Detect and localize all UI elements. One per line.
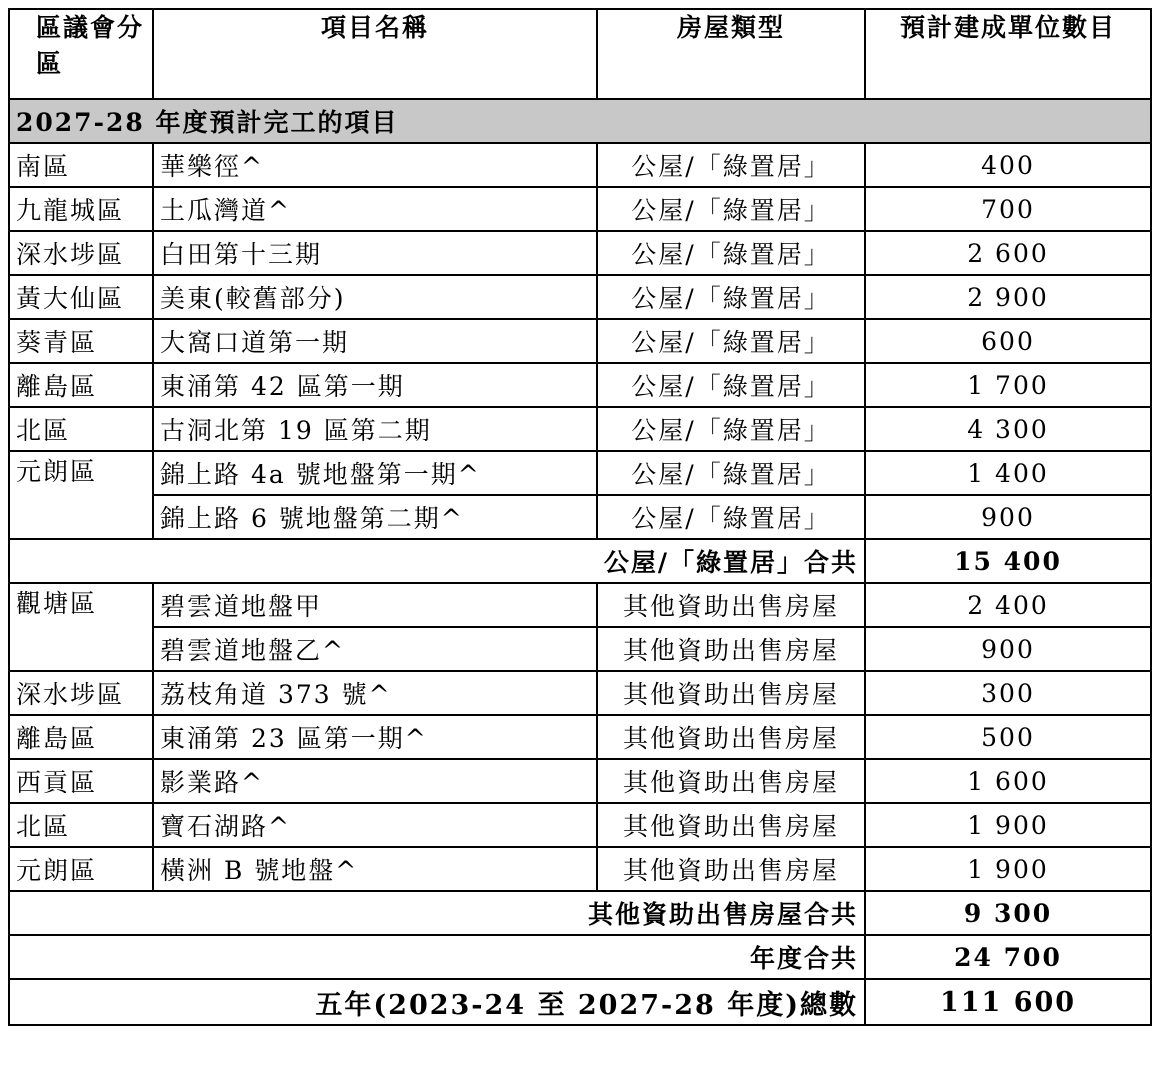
project-cell: 影業路^ [153,759,597,803]
table-row [9,715,1151,759]
project-cell: 錦上路 4a 號地盤第一期^ [153,451,597,495]
project-cell: 東涌第 23 區第一期^ [153,715,597,759]
table-row [9,231,1151,275]
district-cell: 離島區 [9,715,153,759]
units-cell: 2 900 [865,275,1151,319]
header-row [9,9,1151,99]
year-total-row [9,935,1151,979]
units-cell: 500 [865,715,1151,759]
header-units: 預計建成單位數目 [865,9,1151,99]
type-cell: 公屋/「綠置居」 [597,231,865,275]
header-type: 房屋類型 [597,9,865,99]
units-cell: 700 [865,187,1151,231]
type-cell: 其他資助出售房屋 [597,627,865,671]
units-cell: 1 700 [865,363,1151,407]
district-cell: 黃大仙區 [9,275,153,319]
units-cell: 4 300 [865,407,1151,451]
units-cell: 900 [865,495,1151,539]
district-cell: 元朗區 [9,847,153,891]
units-cell: 1 600 [865,759,1151,803]
project-cell: 東涌第 42 區第一期 [153,363,597,407]
public-subtotal-units: 15 400 [865,539,1151,583]
project-cell: 碧雲道地盤甲 [153,583,597,627]
units-cell: 1 900 [865,803,1151,847]
district-cell: 觀塘區 [9,583,153,671]
units-cell: 2 400 [865,583,1151,627]
sale-subtotal-units: 9 300 [865,891,1151,935]
five-year-total-row [9,979,1151,1025]
district-cell: 西貢區 [9,759,153,803]
project-cell: 大窩口道第一期 [153,319,597,363]
header-project: 項目名稱 [153,9,597,99]
project-cell: 荔枝角道 373 號^ [153,671,597,715]
housing-completion-table [8,8,1152,1026]
district-cell: 葵青區 [9,319,153,363]
project-cell: 錦上路 6 號地盤第二期^ [153,495,597,539]
project-cell: 華樂徑^ [153,143,597,187]
table-row [9,319,1151,363]
district-cell: 深水埗區 [9,671,153,715]
table-row [9,583,1151,627]
type-cell: 其他資助出售房屋 [597,671,865,715]
table-row [9,363,1151,407]
district-cell: 九龍城區 [9,187,153,231]
type-cell: 其他資助出售房屋 [597,715,865,759]
year-total-label: 年度合共 [9,935,865,979]
district-cell: 離島區 [9,363,153,407]
sale-subtotal-row [9,891,1151,935]
table-row [9,627,1151,671]
type-cell: 公屋/「綠置居」 [597,319,865,363]
public-subtotal-label: 公屋/「綠置居」合共 [9,539,865,583]
table-row [9,759,1151,803]
project-cell: 土瓜灣道^ [153,187,597,231]
district-cell: 北區 [9,407,153,451]
section-row [9,99,1151,143]
table-row [9,847,1151,891]
type-cell: 公屋/「綠置居」 [597,407,865,451]
district-cell: 北區 [9,803,153,847]
type-cell: 公屋/「綠置居」 [597,363,865,407]
units-cell: 2 600 [865,231,1151,275]
district-cell: 深水埗區 [9,231,153,275]
five-year-total-units: 111 600 [865,979,1151,1025]
table-row [9,803,1151,847]
table-row [9,275,1151,319]
units-cell: 300 [865,671,1151,715]
table-row [9,451,1151,495]
type-cell: 其他資助出售房屋 [597,803,865,847]
units-cell: 400 [865,143,1151,187]
type-cell: 公屋/「綠置居」 [597,275,865,319]
type-cell: 公屋/「綠置居」 [597,451,865,495]
header-district: 區議會分區 [9,9,153,99]
project-cell: 碧雲道地盤乙^ [153,627,597,671]
year-total-units: 24 700 [865,935,1151,979]
type-cell: 公屋/「綠置居」 [597,495,865,539]
table-row [9,143,1151,187]
table-row [9,407,1151,451]
district-cell: 南區 [9,143,153,187]
type-cell: 其他資助出售房屋 [597,583,865,627]
public-subtotal-row [9,539,1151,583]
project-cell: 寶石湖路^ [153,803,597,847]
units-cell: 1 400 [865,451,1151,495]
table-row [9,671,1151,715]
sale-subtotal-label: 其他資助出售房屋合共 [9,891,865,935]
type-cell: 公屋/「綠置居」 [597,187,865,231]
five-year-total-label: 五年(2023-24 至 2027-28 年度)總數 [9,979,865,1025]
units-cell: 600 [865,319,1151,363]
table-row [9,495,1151,539]
section-title: 2027-28 年度預計完工的項目 [9,99,1151,143]
type-cell: 其他資助出售房屋 [597,847,865,891]
project-cell: 橫洲 B 號地盤^ [153,847,597,891]
units-cell: 900 [865,627,1151,671]
type-cell: 其他資助出售房屋 [597,759,865,803]
project-cell: 古洞北第 19 區第二期 [153,407,597,451]
units-cell: 1 900 [865,847,1151,891]
table-row [9,187,1151,231]
district-cell: 元朗區 [9,451,153,539]
project-cell: 美東(較舊部分) [153,275,597,319]
type-cell: 公屋/「綠置居」 [597,143,865,187]
project-cell: 白田第十三期 [153,231,597,275]
